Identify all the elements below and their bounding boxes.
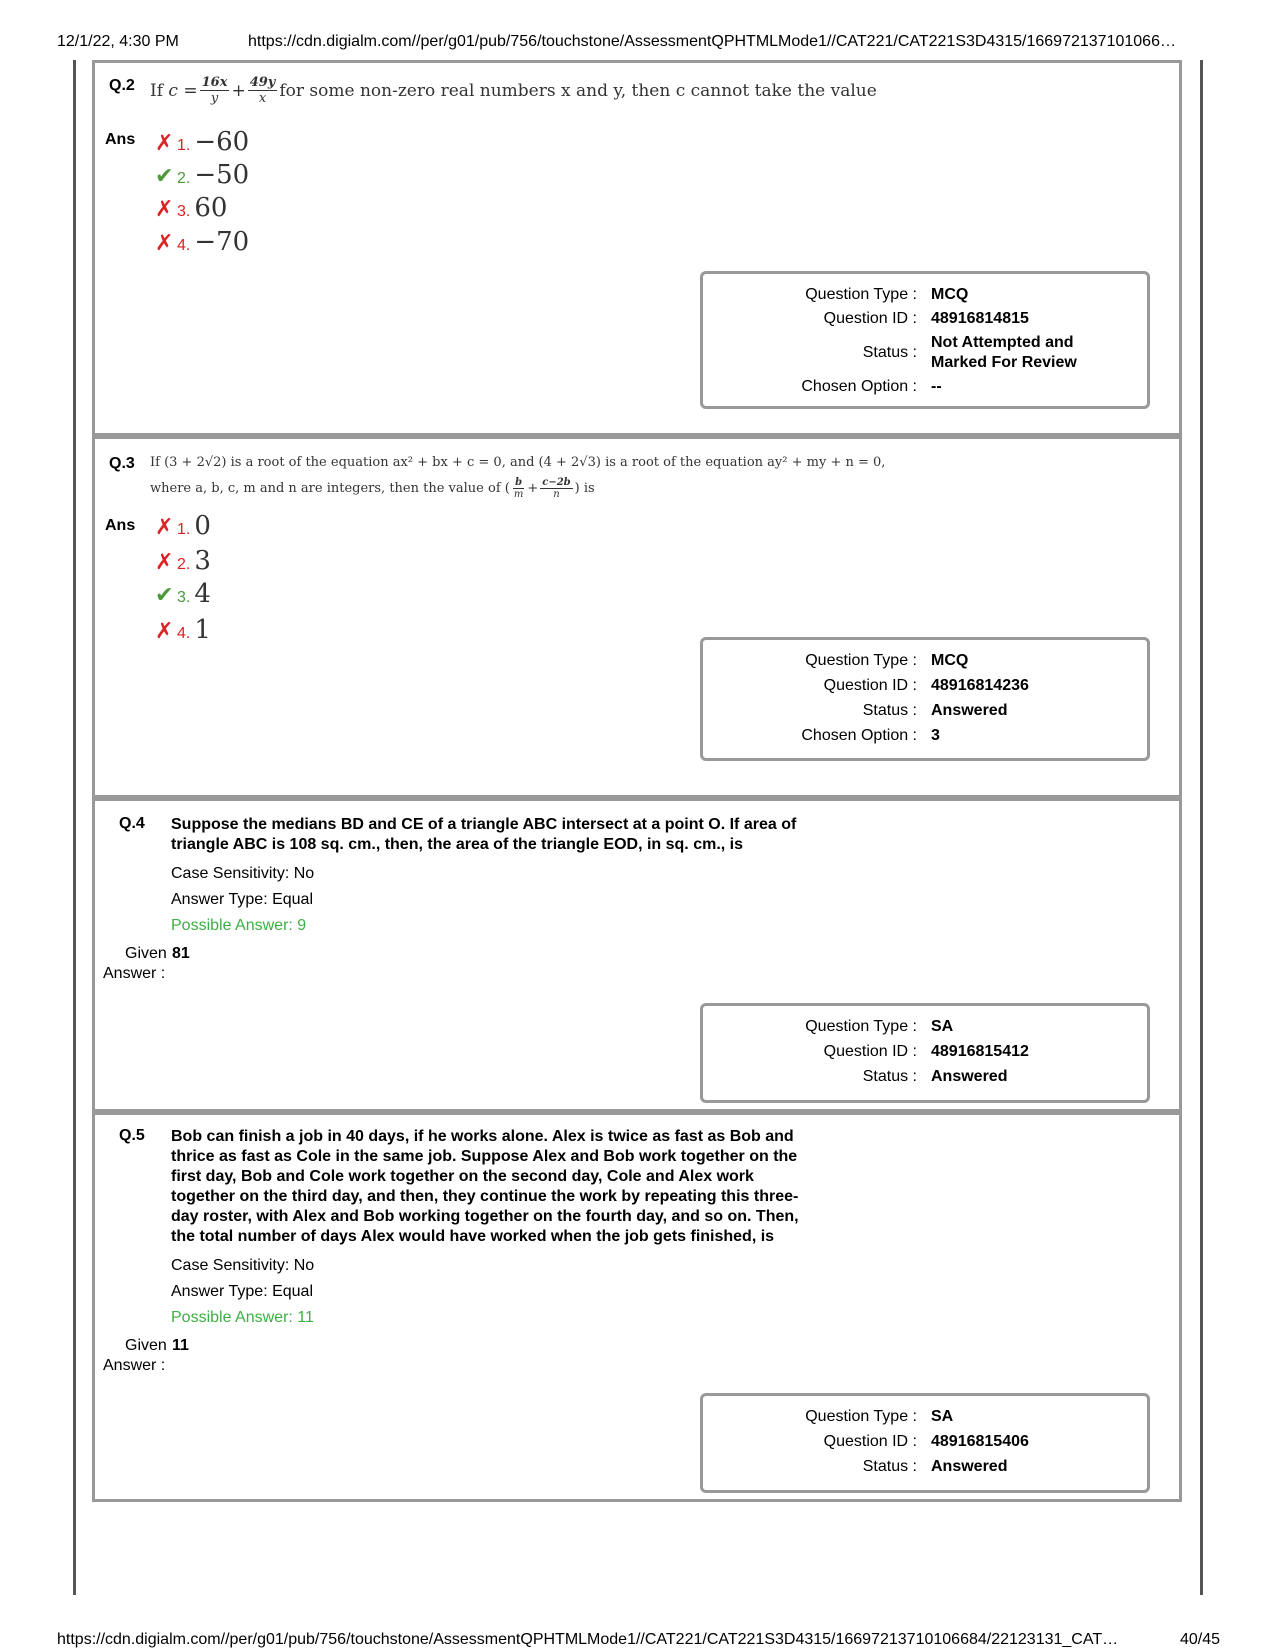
info-value: SA	[931, 1018, 954, 1035]
option-number: 4.	[177, 625, 191, 642]
option-number: 1.	[177, 137, 191, 154]
question-text-line-5: day roster, with Alex and Bob working together on the fourth day, and so on. Then,	[171, 1208, 799, 1225]
given-answer-value: 81	[172, 945, 190, 962]
question-info-panel	[700, 1003, 1150, 1103]
given-answer-value: 11	[172, 1337, 189, 1354]
fraction-numerator: b	[515, 477, 523, 488]
option-number: 3.	[177, 203, 191, 220]
question-info-panel	[700, 271, 1150, 409]
question-number: Q.4	[119, 815, 145, 832]
page-number: 40/45	[1180, 1631, 1221, 1648]
check-icon: ✔	[155, 582, 174, 607]
cross-icon: ✗	[155, 514, 174, 539]
option-number: 2.	[177, 170, 191, 187]
option-value: 0	[194, 511, 211, 541]
ans-label: Ans	[105, 131, 136, 148]
possible-answer: Possible Answer: 11	[171, 1309, 314, 1326]
info-label: Question Type :	[805, 1018, 917, 1035]
possible-answer: Possible Answer: 9	[171, 917, 307, 934]
cross-icon: ✗	[155, 618, 174, 643]
question-text-line-2: where a, b, c, m and n are integers, then the value of ( $\frac{b}{m}$ + $\frac{c-2b}{n}$ ) is	[150, 477, 595, 500]
info-label: Question Type :	[805, 652, 917, 669]
question-text-line-1: Suppose the medians BD and CE of a triangle ABC intersect at a point O. If area of	[171, 816, 797, 833]
info-value: 48916815406	[931, 1433, 1029, 1450]
info-value: 48916815412	[931, 1043, 1029, 1060]
question-text-rest: for some non-zero real numbers x and y, then c cannot take the value	[279, 80, 877, 101]
fraction-denominator: m	[513, 489, 524, 500]
question-info-panel	[700, 1393, 1150, 1493]
answer-type: Answer Type: Equal	[171, 1283, 314, 1300]
question-text-line-1: Bob can finish a job in 40 days, if he works alone. Alex is twice as fast as Bob and	[171, 1128, 794, 1145]
info-label: Status :	[862, 702, 917, 719]
fraction-numerator: 16x	[201, 75, 228, 90]
header-url: https://cdn.digialm.com//per/g01/pub/756/touchstone/AssessmentQPHTMLMode1//CAT221/CAT221S3D4315/166972137101066…	[248, 33, 1176, 50]
option-4	[155, 227, 249, 257]
info-value: MCQ	[931, 286, 969, 303]
option-number: 3.	[177, 589, 191, 606]
option-1	[155, 127, 249, 157]
math-variable-c: c	[168, 80, 178, 101]
question-info-panel	[700, 637, 1150, 761]
option-value: −60	[194, 127, 250, 157]
fraction-49y-over-x	[248, 75, 278, 106]
option-number: 2.	[177, 556, 191, 573]
info-value: Marked For Review	[931, 354, 1077, 371]
question-text-part: where a, b, c, m and n are integers, then the value of	[150, 481, 501, 496]
math-equals: =	[183, 80, 198, 101]
option-3	[155, 579, 211, 609]
fraction-numerator: c−2b	[542, 477, 571, 488]
info-value: 48916814236	[931, 677, 1029, 694]
footer-url: https://cdn.digialm.com//per/g01/pub/756/touchstone/AssessmentQPHTMLMode1//CAT221/CAT221S3D4315/16697213710106684/22123131_CAT…	[57, 1631, 1119, 1648]
info-label: Question Type :	[805, 286, 917, 303]
question-text-if: If	[150, 80, 164, 101]
option-1	[155, 511, 211, 541]
fraction-b-over-m	[512, 477, 525, 500]
option-value: −50	[194, 160, 250, 190]
question-text-line-6: the total number of days Alex would have worked when the job gets finished, is	[171, 1228, 775, 1245]
question-3-section	[92, 436, 1182, 798]
fraction-numerator: 49y	[249, 75, 276, 90]
option-value: −70	[194, 227, 250, 257]
info-label: Chosen Option :	[801, 378, 917, 395]
info-label: Status :	[862, 1458, 917, 1475]
option-value: 1	[194, 615, 211, 645]
answer-type: Answer Type: Equal	[171, 891, 314, 908]
question-2-section	[92, 60, 1182, 436]
info-value: Answered	[931, 1458, 1008, 1475]
option-2	[155, 160, 249, 190]
fraction-c-minus-2b-over-n	[540, 477, 572, 500]
question-number: Q.3	[109, 455, 135, 472]
right-border-rule	[1200, 60, 1203, 1595]
info-label: Question ID :	[823, 677, 917, 694]
left-border-rule	[73, 60, 76, 1595]
option-2	[155, 546, 211, 576]
info-label: Question Type :	[805, 1408, 917, 1425]
question-5-section	[92, 1112, 1182, 1502]
info-label: Question ID :	[823, 1043, 917, 1060]
question-text-part: is	[583, 481, 595, 496]
option-number: 1.	[177, 521, 191, 538]
answer-label: Answer :	[103, 1357, 166, 1374]
case-sensitivity: Case Sensitivity: No	[171, 865, 315, 882]
question-text-line-1: If (3 + 2√2) is a root of the equation ax² + bx + c = 0, and (4 + 2√3) is a root of the equation ay² + my + n = 0,	[150, 455, 886, 470]
math-plus: +	[527, 481, 539, 496]
info-label: Question ID :	[823, 1433, 917, 1450]
option-number: 4.	[177, 237, 191, 254]
option-3	[155, 193, 227, 223]
option-value: 3	[194, 546, 211, 576]
option-value: 60	[194, 193, 228, 223]
option-4	[155, 615, 211, 645]
print-datetime: 12/1/22, 4:30 PM	[57, 33, 179, 50]
question-text	[150, 75, 877, 106]
cross-icon: ✗	[155, 549, 174, 574]
question-number: Q.5	[119, 1127, 145, 1144]
cross-icon: ✗	[155, 230, 174, 255]
info-label: Status :	[862, 344, 917, 361]
given-label: Given	[125, 945, 167, 962]
cross-icon: ✗	[155, 130, 174, 155]
info-label: Status :	[862, 1068, 917, 1085]
question-text-line-2: triangle ABC is 108 sq. cm., then, the area of the triangle EOD, in sq. cm., is	[171, 836, 743, 853]
info-value: Not Attempted and	[931, 334, 1074, 351]
answer-label: Answer :	[103, 965, 166, 982]
question-text-line-4: together on the third day, and then, they continue the work by repeating this three-	[171, 1188, 799, 1205]
info-value: MCQ	[931, 652, 969, 669]
case-sensitivity: Case Sensitivity: No	[171, 1257, 315, 1274]
fraction-denominator: x	[258, 91, 267, 106]
info-value: Answered	[931, 702, 1008, 719]
question-text-line-3: first day, Bob and Cole work together on the second day, Cole and Alex work	[171, 1168, 754, 1185]
question-4-section	[92, 798, 1182, 1112]
info-value: Answered	[931, 1068, 1008, 1085]
check-icon: ✔	[155, 163, 174, 188]
info-value: 48916814815	[931, 310, 1029, 327]
question-number: Q.2	[109, 77, 135, 94]
info-label: Question ID :	[823, 310, 917, 327]
info-label: Chosen Option :	[801, 727, 917, 744]
given-label: Given	[125, 1337, 167, 1354]
fraction-denominator: n	[553, 489, 560, 500]
question-text-line-2: thrice as fast as Cole in the same job. Suppose Alex and Bob work together on the	[171, 1148, 798, 1165]
ans-label: Ans	[105, 517, 136, 534]
option-value: 4	[194, 579, 211, 609]
fraction-denominator: y	[210, 91, 219, 106]
fraction-16x-over-y	[200, 75, 230, 106]
info-value: --	[931, 378, 942, 395]
info-value: SA	[931, 1408, 954, 1425]
math-plus: +	[231, 80, 246, 101]
info-value: 3	[931, 727, 940, 744]
cross-icon: ✗	[155, 196, 174, 221]
